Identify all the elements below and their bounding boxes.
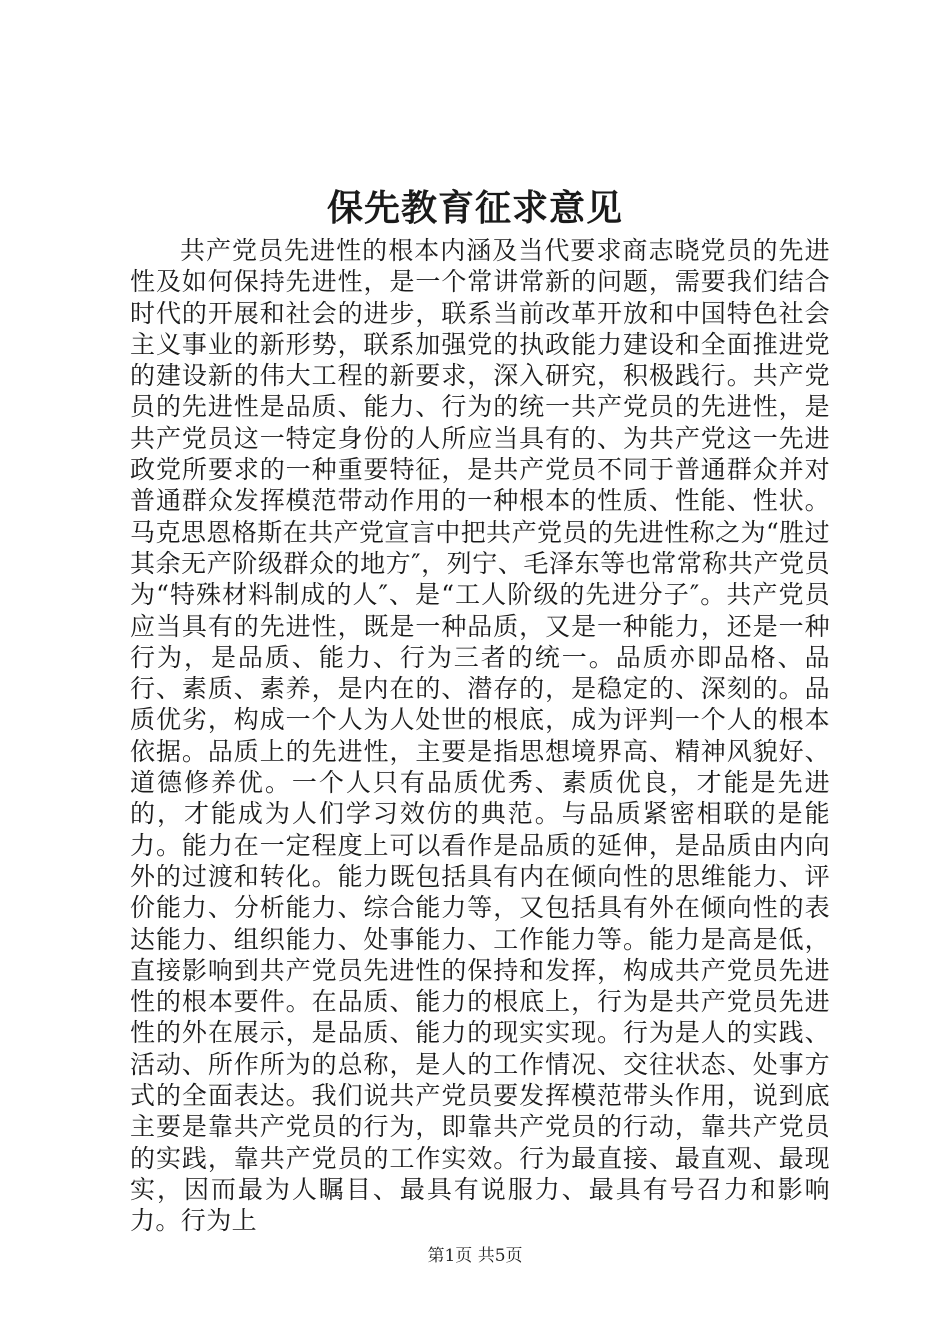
page-title: 保先教育征求意见 <box>326 187 623 229</box>
page-number-footer: 第1页 共5页 <box>427 1246 523 1266</box>
body-paragraph: 共产党员先进性的根本内涵及当代要求商志晓党员的先进性及如何保持先进性，是一个常讲常新的问题，需要我们结合时代的开展和社会的进步，联系当前改革开放和中国特色社会主义事业的新形势，联系加强党的执政能力建设和全面推进党的建设新的伟大工程的新要求，深入研究，积极践行。共产党员的先进性是品质、能力、行为的统一共产党员的先进性，是共产党员这一特定身份的人所应当具有的、为共产党这一先进政党所要求的一种重要特征，是共产党员不同于普通群众并对普通群众发挥模范带动作用的一种根本的性质、性能、性状。马克思恩格斯在共产党宣言中把共产党员的先进性称之为“胜过其余无产阶级群众的地方″，列宁、毛泽东等也常常称共产党员为“特殊材料制成的人″、是“工人阶级的先进分子″。共产党员应当具有的先进性，既是一种品质，又是一种能力，还是一种行为，是品质、能力、行为三者的统一。品质亦即品格、品行、素质、素养，是内在的、潜存的，是稳定的、深刻的。品质优劣，构成一个人为人处世的根底，成为评判一个人的根本依据。品质上的先进性，主要是指思想境界高、精神风貌好、道德修养优。一个人只有品质优秀、素质优良，才能是先进的，才能成为人们学习效仿的典范。与品质紧密相联的是能力。能力在一定程度上可以看作是品质的延伸，是品质由内向外的过渡和转化。能力既包括具有内在倾向性的思维能力、评价能力、分析能力、综合能力等，又包括具有外在倾向性的表达能力、组织能力、处事能力、工作能力等。能力是高是低，直接影响到共产党员先进性的保持和发挥，构成共产党员先进性的根本要件。在品质、能力的根底上，行为是共产党员先进性的外在展示，是品质、能力的现实实现。行为是人的实践、活动、所作所为的总称，是人的工作情况、交往状态、处事方式的全面表达。我们说共产党员要发挥模范带头作用，说到底主要是靠共产党员的行为，即靠共产党员的行动，靠共产党员的实践，靠共产党员的工作实效。行为最直接、最直观、最现实，因而最为人瞩目、最具有说服力、最具有号召力和影响力。行为上 <box>130 236 830 1236</box>
